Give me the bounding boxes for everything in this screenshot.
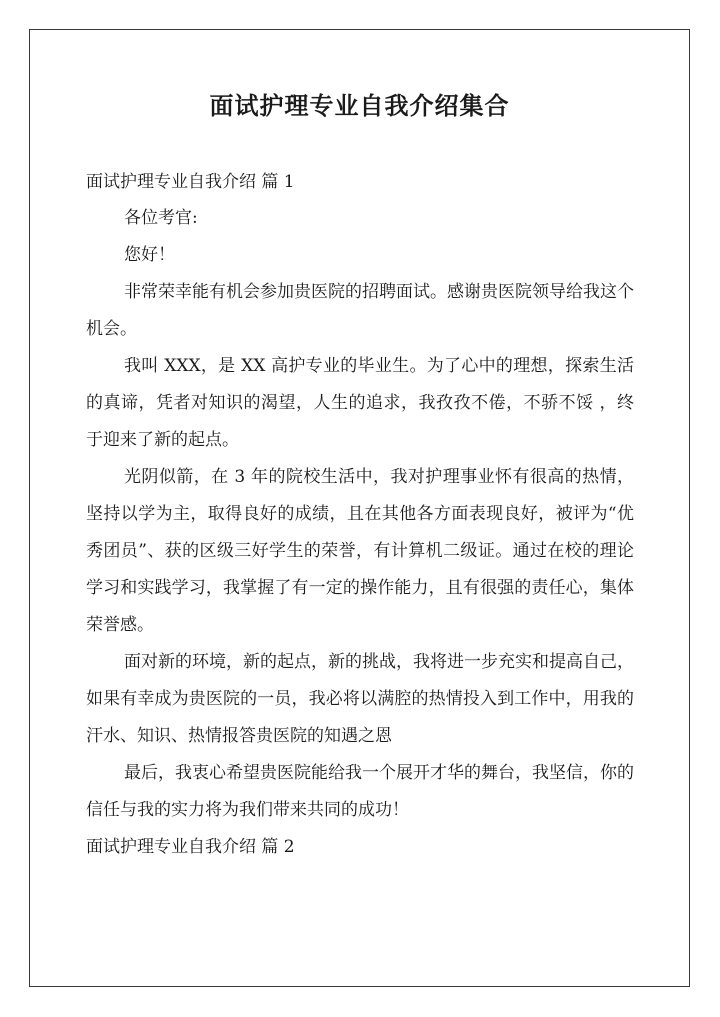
greeting-examiners: 各位考官: (124, 208, 198, 228)
greeting-hello: 您好！ (124, 245, 175, 265)
section-heading-1: 面试护理专业自我介绍 篇 1 (86, 172, 295, 192)
paragraph-closing: 最后，我衷心希望贵医院能给我一个展开才华的舞台，我坚信，你的信任与我的实力将为我们带来共同的成功！ (86, 763, 634, 820)
paragraph-school-life: 光阴似箭，在 3 年的院校生活中，我对护理事业怀有很高的热情，坚持以学为主，取得良好的成绩，且在其他各方面表现良好，被评为“优秀团员”、获的区级三好学生的荣誉，有计算机二级证。通过在校的理论学习和实践学习，我掌握了有一定的操作能力，且有很强的责任心，集体荣誉感。 (86, 467, 634, 635)
document-title: 面试护理专业自我介绍集合 (209, 91, 510, 120)
paragraph-intro: 非常荣幸能有机会参加贵医院的招聘面试。感谢贵医院领导给我这个机会。 (86, 282, 634, 339)
paragraph-challenge: 面对新的环境，新的起点，新的挑战，我将进一步充实和提高自己，如果有幸成为贵医院的一员，我必将以满腔的热情投入到工作中，用我的汗水、知识、热情报答贵医院的知遇之恩 (86, 652, 634, 746)
paragraph-self: 我叫 XXX，是 XX 高护专业的毕业生。为了心中的理想，探索生活的真谛，凭者对知识的渴望，人生的追求，我孜孜不倦，不骄不馁 ，终于迎来了新的起点。 (86, 356, 634, 450)
section-heading-2: 面试护理专业自我介绍 篇 2 (86, 837, 295, 857)
document-body (86, 164, 634, 865)
